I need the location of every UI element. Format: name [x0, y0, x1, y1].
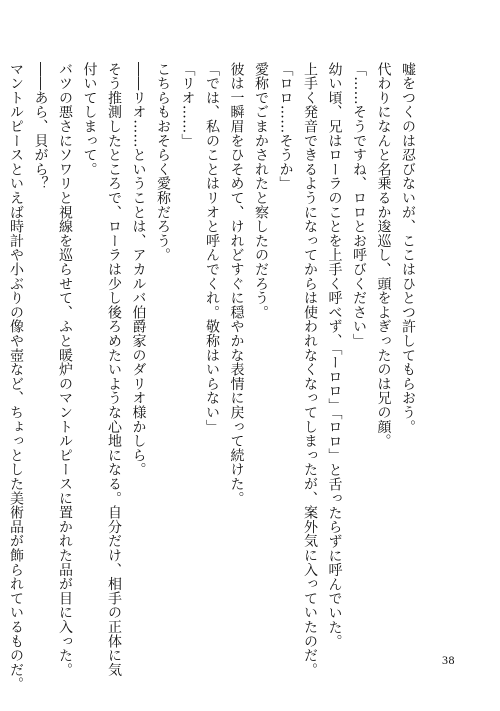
body-line: 付いてしまって。	[81, 62, 98, 177]
body-line: 「リオ……」	[179, 62, 196, 148]
body-line: 「ロロ……そうか」	[277, 62, 294, 191]
vertical-text-block	[4, 62, 421, 692]
body-line: こちらもおそらく愛称だろう。	[155, 62, 171, 263]
body-line: 上手く発音できるようになってからは使われなくなってしまったが、案外気に入っていたのだ。	[302, 62, 318, 677]
body-line: 嘘をつくのは忍びないが、ここはひとつ許してもらおう。	[400, 62, 416, 434]
body-line: ――リオ……ということは、アカルバ伯爵家のダリオ様かしら。	[130, 62, 147, 477]
body-line: バツの悪さにソワリと視線を巡らせて、ふと暖炉のマントルピースに置かれた品が目に入った。	[57, 62, 73, 677]
page-number: 38	[442, 653, 455, 667]
body-line: 「では、私のことはリオと呼んでくれ。敬称はいらない」	[204, 62, 220, 434]
body-line: 代わりになんと名乗るか逡巡し、頭をよぎったのは兄の顔。	[375, 62, 392, 449]
body-line: マントルピースといえば時計や小ぶりの像や壺など、ちょっとした美術品が飾られているものだ。	[8, 62, 24, 692]
body-line: そう推測したところで、ローラは少し後ろめたいような心地になる。自分だけ、相手の正体に気	[106, 62, 122, 677]
body-line: 「……そうですね、ロロとお呼びください」	[351, 62, 367, 348]
body-line: ――あら、貝がら？	[32, 62, 49, 191]
body-line: 愛称でごまかされたと察したのだろう。	[253, 62, 269, 320]
body-line: 幼い頃、兄はローラのことを上手く呼べず、「ーロロ」「ロロ」と舌ったらずに呼んでいた。	[326, 62, 343, 649]
body-line: 彼は一瞬眉をひそめて、けれどすぐに穏やかな表情に戻って続けた。	[228, 62, 245, 506]
